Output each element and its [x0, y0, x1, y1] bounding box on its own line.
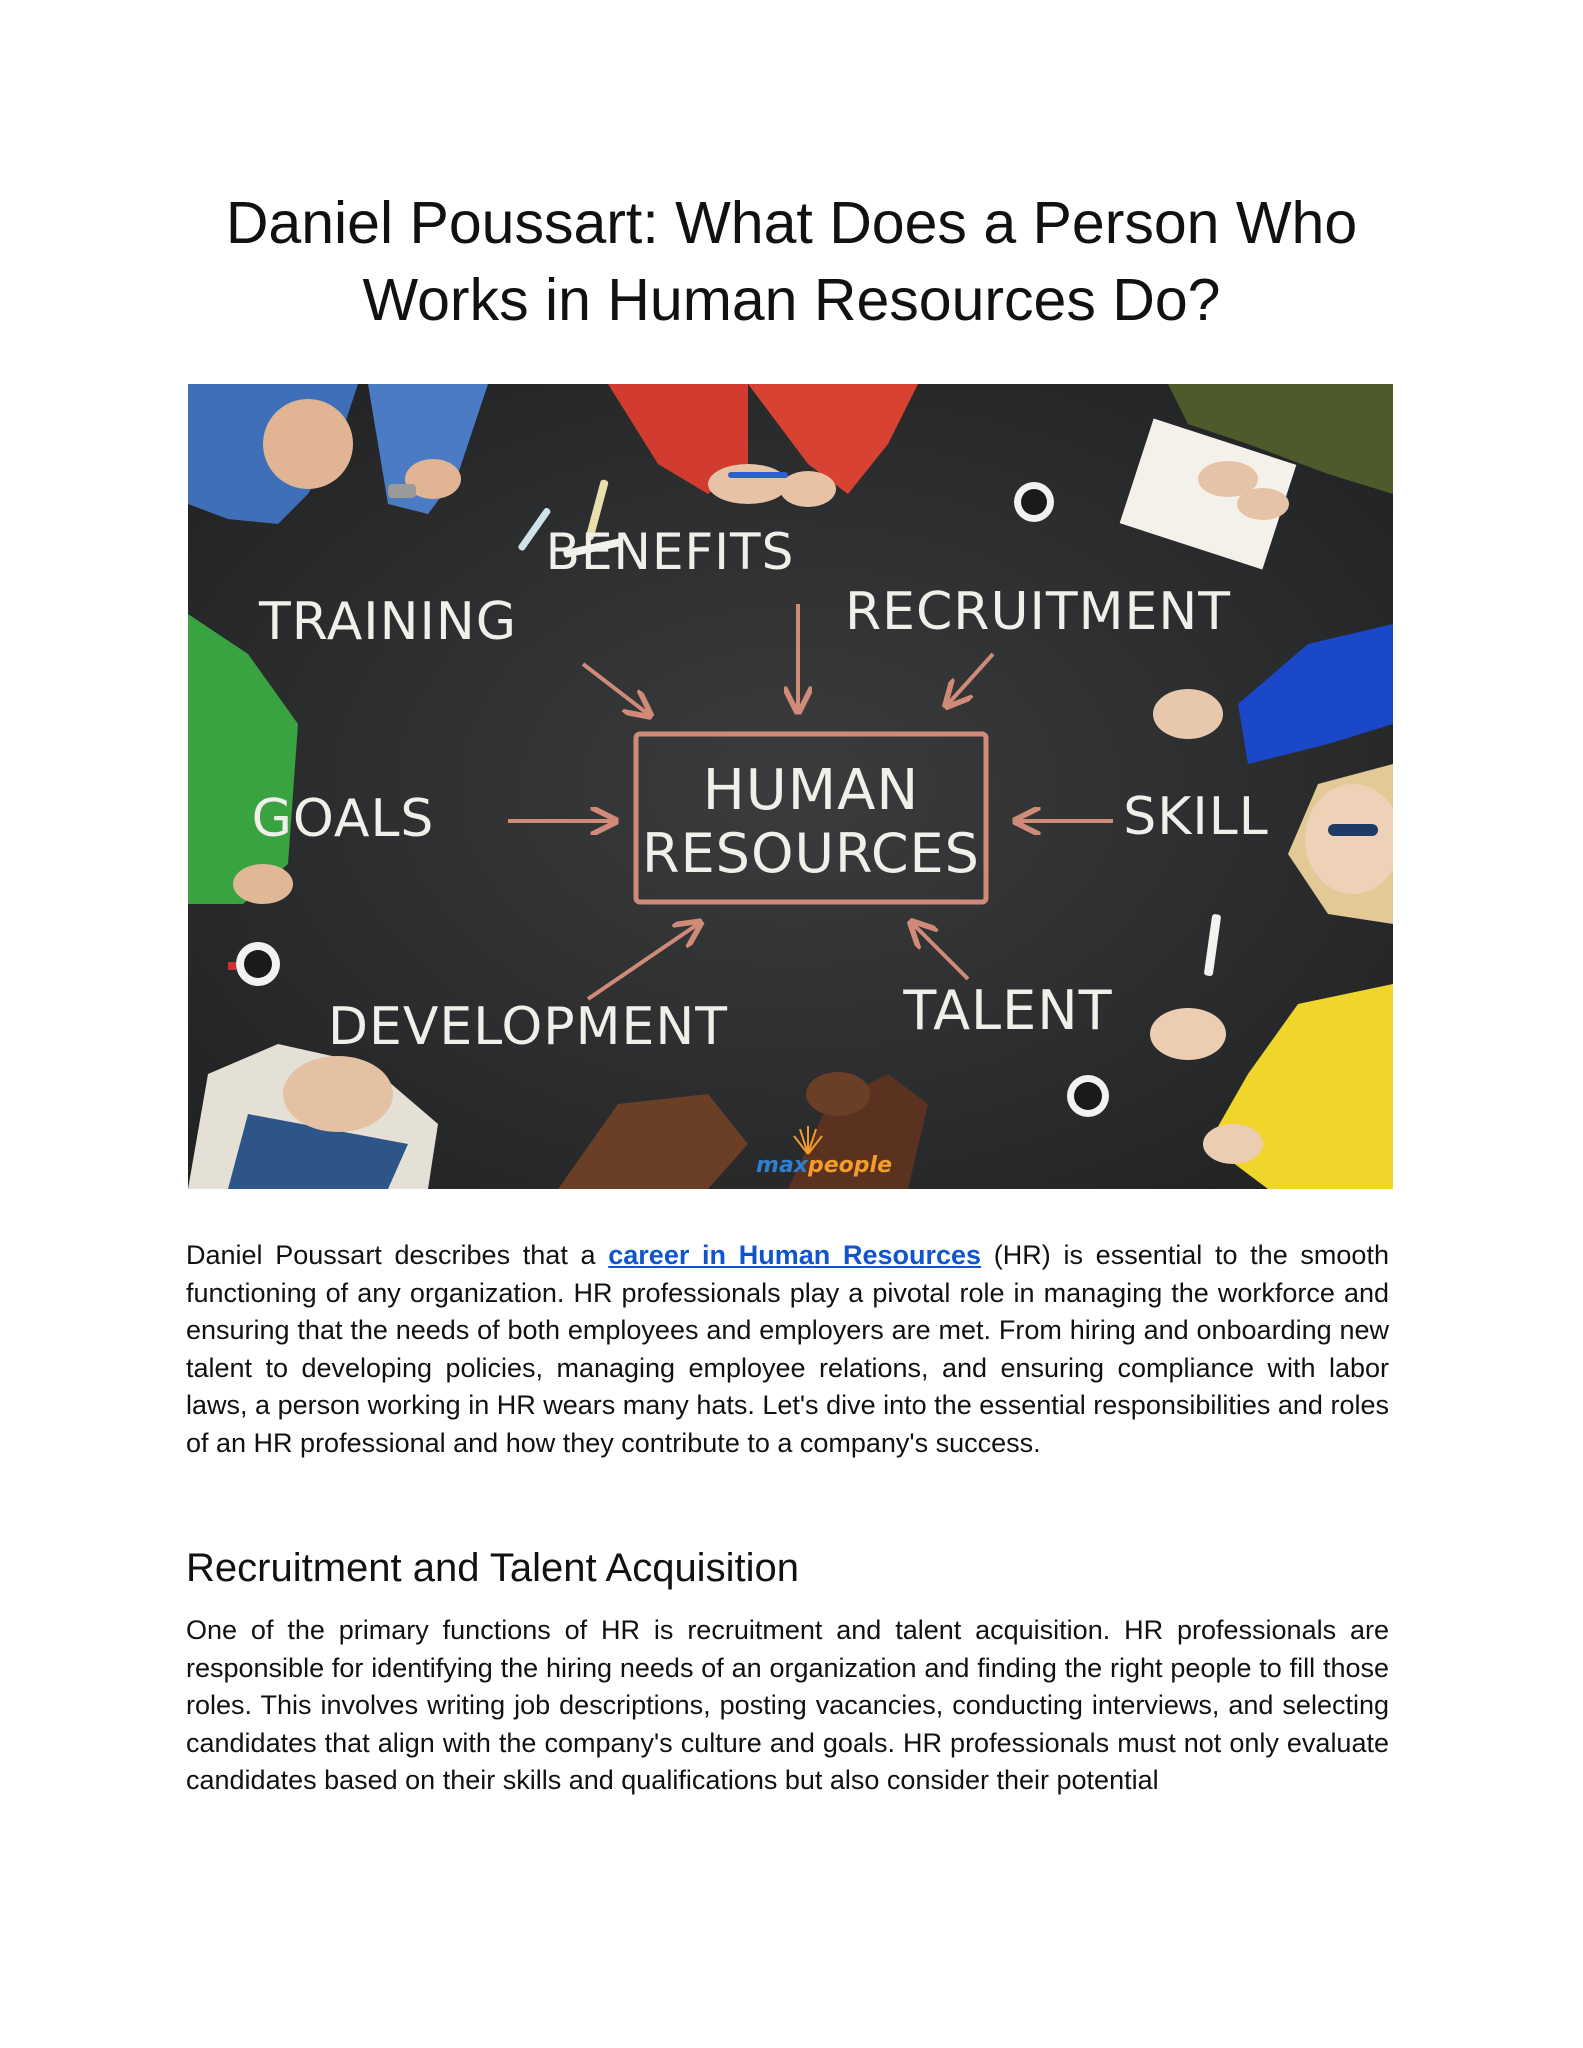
- intro-text-end: (HR) is essential to the smooth functioning of any organization. HR professionals play a pivotal role in managing the workforce and ensuring that the needs of both employees and employers are met. From hiring and onboarding new talent to developing policies, managing employee relations, and ensuring compliance with labor laws, a person working in HR wears many hats. Let's dive into the essential responsibilities and roles of an HR professional and how they contribute to a company's success.: [186, 1240, 1389, 1458]
- hero-image-hr-chalkboard: [188, 384, 1393, 1189]
- label-recruitment: RECRUITMENT: [845, 582, 1231, 642]
- label-goals: GOALS: [251, 789, 435, 849]
- section-heading: Recruitment and Talent Acquisition: [186, 1546, 799, 1590]
- label-development: DEVELOPMENT: [327, 997, 729, 1057]
- label-talent: TALENT: [903, 979, 1113, 1042]
- label-benefits: BENEFITS: [545, 523, 795, 581]
- section-paragraph: One of the primary functions of HR is recruitment and talent acquisition. HR professionals are responsible for identifying the hiring needs of an organization and finding the right people to fill those roles. This involves writing job descriptions, posting vacancies, conducting interviews, and selecting candidates that align with the company's culture and goals. HR professionals must not only evaluate candidates based on their skills and qualifications but also consider their potential: [186, 1615, 1389, 1795]
- page-title: Daniel Poussart: What Does a Person Who Works in Human Resources Do?: [225, 190, 1358, 333]
- intro-paragraph: [186, 1237, 1389, 1462]
- label-skill: SKILL: [1123, 787, 1269, 847]
- logo-text-max: max: [756, 1153, 808, 1178]
- label-training: TRAINING: [258, 592, 518, 652]
- intro-text-start: Daniel Poussart describes that a: [186, 1240, 609, 1270]
- center-label-line2: RESOURCES: [642, 822, 980, 885]
- career-hr-link[interactable]: career in Human Resources: [608, 1240, 982, 1270]
- logo-text-people: people: [808, 1153, 892, 1178]
- center-label-line1: HUMAN: [702, 758, 920, 823]
- coffee-cup-icon: [1014, 482, 1054, 522]
- coffee-cup-icon: [1067, 1075, 1109, 1117]
